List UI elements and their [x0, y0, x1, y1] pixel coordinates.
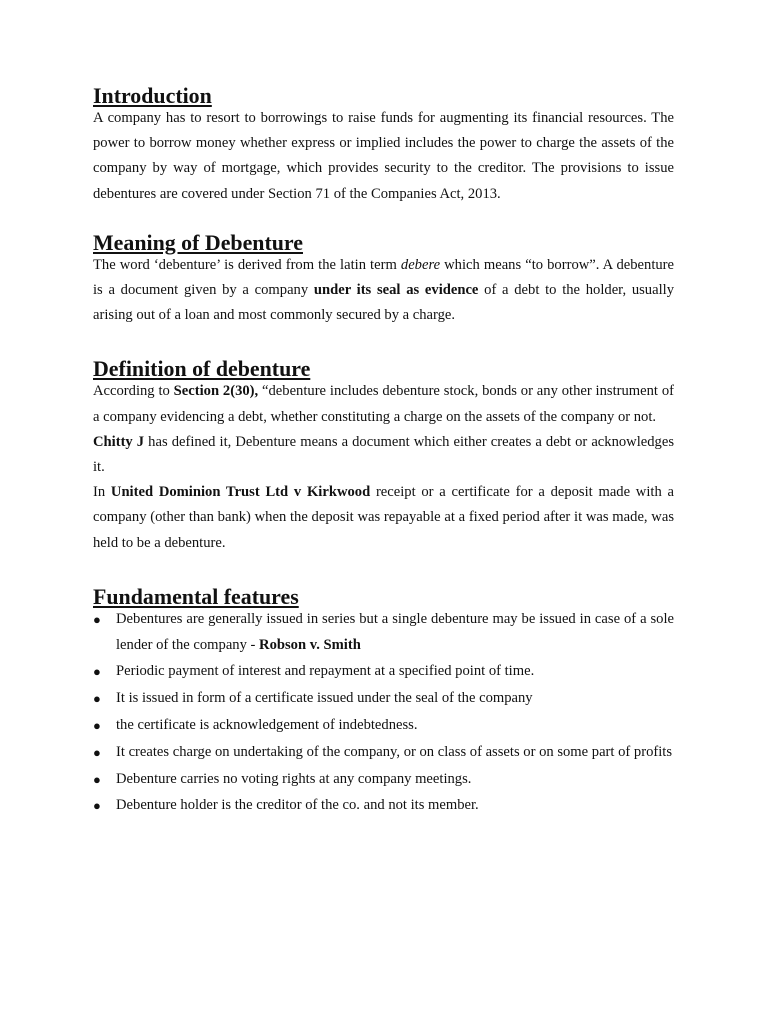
meaning-emphasis: under its seal as evidence [313, 282, 479, 299]
features-heading: Fundamental features [93, 583, 299, 609]
case-text: receipt or a certificate for a deposit made with a company (other than bank) when the deposit was repayable at a fixed period after it was made, was held to be a debenture. [93, 484, 674, 551]
case-name: United Dominion Trust Ltd v Kirkwood [110, 484, 371, 501]
feature-text: It creates charge on undertaking of the company, or on class of assets or on some part of profits [116, 743, 673, 760]
case-paragraph [93, 480, 674, 556]
definition-text: “debenture includes debenture stock, bonds or any other instrument of a company evidencing a debt, whether constituting a charge on the assets of the company or not. [93, 383, 674, 425]
list-item [93, 767, 674, 793]
list-item [93, 713, 674, 739]
list-item [93, 607, 674, 659]
feature-text: It is issued in form of a certificate issued under the seal of the company [116, 690, 533, 707]
bullet-icon: ● [93, 798, 101, 814]
chitty-text: has defined it, Debenture means a document which either creates a debt or acknowledges it. [93, 433, 674, 476]
feature-text: the certificate is acknowledgement of indebtedness. [116, 717, 418, 734]
definition-heading: Definition of debenture [93, 356, 311, 382]
feature-text: Debentures are generally issued in series but a single debenture may be issued in case of a sole lender of the company - [116, 610, 674, 653]
section-spacer [93, 207, 674, 233]
introduction-heading: Introduction [93, 83, 212, 108]
bullet-icon: ● [93, 664, 101, 680]
introduction-paragraph: A company has to resort to borrowings to raise funds for augmenting its financial resources. The power to borrow money whether express or implied includes the power to charge the assets of the company by way of mortgage, which provides security to the creditor. The provisions to issue debentures are covered under Section 71 of the Companies Act, 2013. [93, 110, 674, 202]
meaning-text-3: of a debt to the holder, usually arising out of a loan and most commonly secured by a charge. [93, 282, 674, 324]
bullet-icon: ● [93, 691, 101, 707]
definition-lead: According to [93, 383, 174, 400]
bullet-icon: ● [93, 611, 101, 627]
chitty-name: Chitty J [93, 433, 145, 450]
meaning-paragraph [93, 253, 674, 329]
feature-text: Debenture carries no voting rights at any company meetings. [116, 770, 472, 787]
bullet-icon: ● [93, 771, 101, 787]
bullet-icon: ● [93, 744, 101, 760]
feature-text: Debenture holder is the creditor of the co. and not its member. [116, 797, 479, 814]
meaning-heading: Meaning of Debenture [93, 229, 303, 255]
definition-section-paragraph [93, 379, 674, 429]
document-page [93, 83, 675, 820]
chitty-paragraph [93, 430, 674, 480]
meaning-text-1: The word ‘debenture’ is derived from the latin term [93, 256, 401, 273]
section-spacer [93, 328, 674, 359]
meaning-latin-term: debere [400, 256, 441, 273]
section-spacer [93, 556, 674, 587]
bullet-icon: ● [93, 718, 101, 734]
list-item [93, 793, 674, 819]
section-reference: Section 2(30), [173, 383, 259, 400]
list-item [93, 659, 674, 685]
list-item [93, 686, 674, 712]
features-list [93, 607, 674, 819]
list-item [93, 740, 674, 766]
meaning-text-2: which means “to borrow”. A debenture is a document given by a company [93, 256, 675, 299]
case-lead: In [93, 484, 111, 501]
feature-text: Periodic payment of interest and repayment at a specified point of time. [116, 663, 535, 680]
case-name: Robson v. Smith [259, 636, 361, 653]
